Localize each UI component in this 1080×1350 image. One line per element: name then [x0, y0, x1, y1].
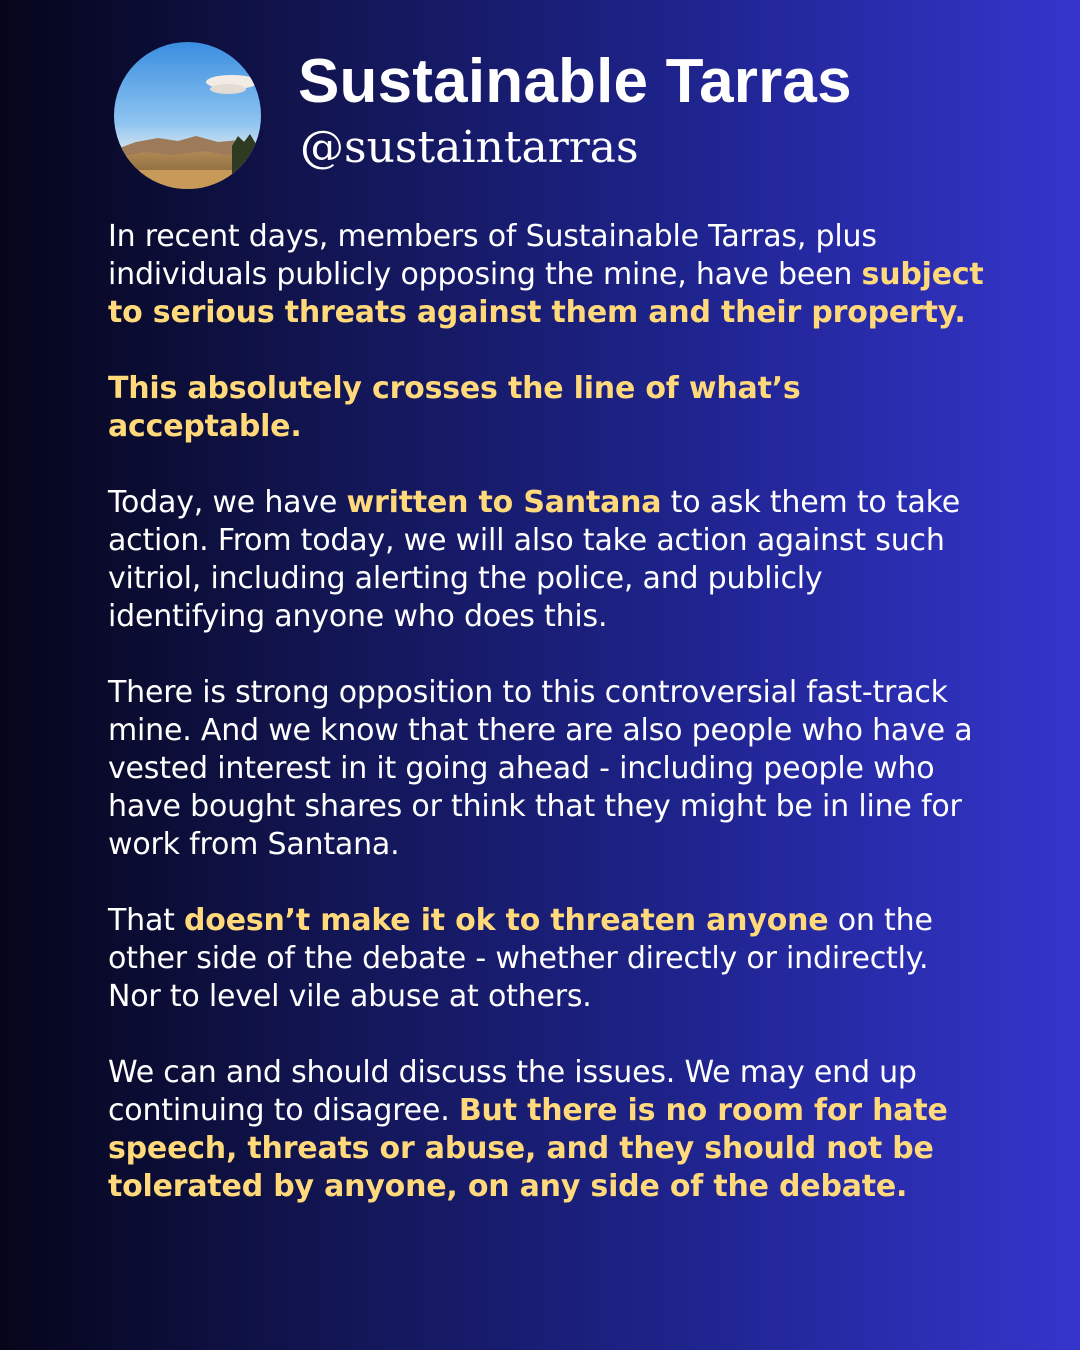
post-body: [108, 218, 988, 1244]
paragraph-5: [108, 902, 988, 1016]
paragraph-5-text-start: That: [108, 903, 185, 938]
paragraph-2: [108, 370, 988, 446]
paragraph-6-highlight: But there is no room for hate speech, threats or abuse, and they should not be tolerated by anyone, on any side of the debate.: [108, 1093, 948, 1204]
paragraph-6: [108, 1054, 988, 1206]
paragraph-1-text: In recent days, members of Sustainable Tarras, plus individuals publicly opposing the mine, have been: [108, 219, 877, 292]
avatar[interactable]: [114, 42, 261, 189]
paragraph-3-text-start: Today, we have: [108, 485, 347, 520]
paragraph-4: [108, 674, 988, 864]
profile-header: [114, 42, 1014, 190]
paragraph-1-highlight: subject to serious threats against them and their property.: [108, 257, 984, 330]
paragraph-3-highlight: written to Santana: [346, 485, 662, 520]
paragraph-2-highlight: This absolutely crosses the line of what’s acceptable.: [108, 371, 801, 444]
paragraph-3-text-end: to ask them to take action. From today, we will also take action against such vitriol, including alerting the police, and publicly identifying anyone who does this.: [108, 485, 961, 634]
paragraph-5-highlight: doesn’t make it ok to threaten anyone: [184, 903, 829, 938]
account-handle: @sustaintarras: [300, 122, 639, 173]
paragraph-4-text: There is strong opposition to this controversial fast-track mine. And we know that there are also people who have a vested interest in it going ahead - including people who have bought shares or think that they might be in line for work from Santana.: [108, 675, 973, 862]
paragraph-3: [108, 484, 988, 636]
landscape-photo-icon: [114, 42, 261, 189]
paragraph-6-text: We can and should discuss the issues. We may end up continuing to disagree.: [108, 1055, 917, 1128]
paragraph-5-text-end: on the other side of the debate - whether directly or indirectly. Nor to level vile abuse at others.: [108, 903, 933, 1014]
paragraph-1: [108, 218, 988, 332]
account-name: Sustainable Tarras: [298, 47, 852, 116]
